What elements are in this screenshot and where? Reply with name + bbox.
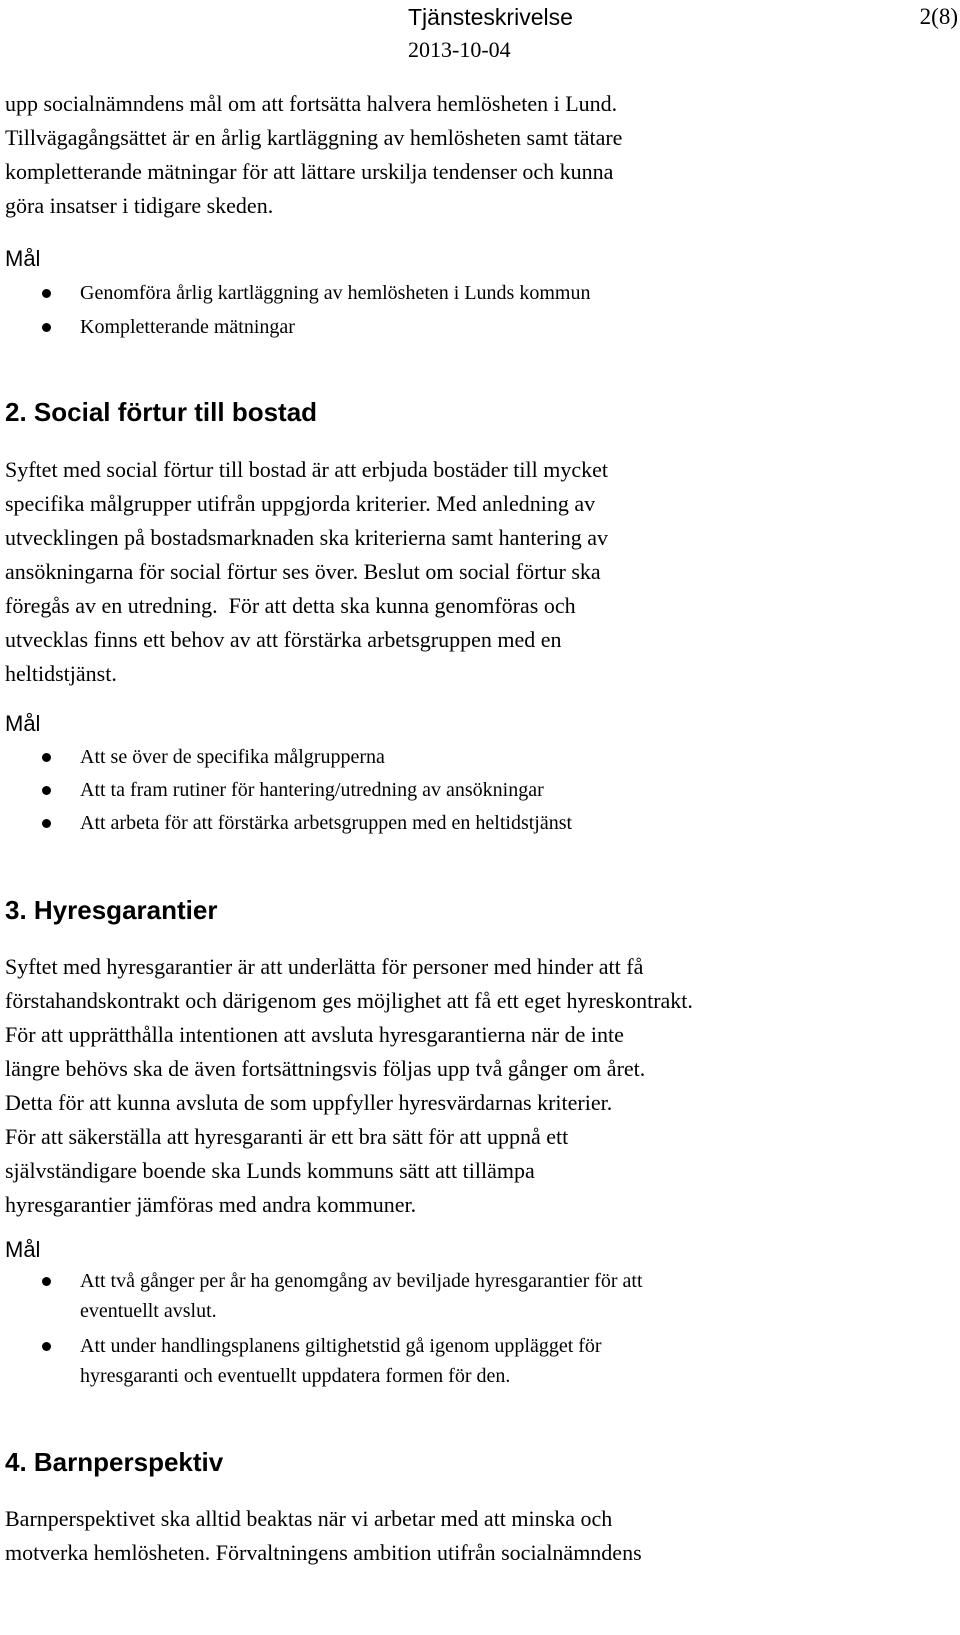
goals-label: Mål xyxy=(5,711,41,736)
list-item-text: Kompletterande mätningar xyxy=(80,316,295,338)
list-item-text: Att två gånger per år ha genomgång av beviljade hyresgarantier för att xyxy=(80,1270,643,1292)
list-item xyxy=(0,741,940,774)
list-item xyxy=(0,1331,940,1391)
text-line: Barnperspektivet ska alltid beaktas när vi arbetar med att minska och xyxy=(5,1506,613,1531)
text-line: självständigare boende ska Lunds kommuns sätt att tillämpa xyxy=(5,1158,535,1183)
page-header xyxy=(0,2,960,72)
list-item-text: eventuellt avslut. xyxy=(80,1300,217,1322)
section-paragraph xyxy=(5,950,955,1222)
text-line: ansökningarna för social förtur ses över. Beslut om social förtur ska xyxy=(5,559,601,584)
goals-list xyxy=(0,1266,940,1396)
text-line: förstahandskontrakt och därigenom ges möjlighet att få ett eget hyreskontrakt. xyxy=(5,988,693,1013)
list-item xyxy=(0,310,940,344)
text-line: För att säkerställa att hyresgaranti är ett bra sätt för att uppnå ett xyxy=(5,1124,569,1149)
text-line: För att upprätthålla intentionen att avsluta hyresgarantierna när de inte xyxy=(5,1022,624,1047)
text-line: Detta för att kunna avsluta de som uppfyller hyresvärdarnas kriterier. xyxy=(5,1090,613,1115)
document-type: Tjänsteskrivelse xyxy=(408,4,573,30)
goals-label: Mål xyxy=(5,1237,41,1262)
text-line: specifika målgrupper utifrån uppgjorda kriterier. Med anledning av xyxy=(5,491,596,516)
text-line: föregås av en utredning. För att detta ska kunna genomföras och xyxy=(5,593,576,618)
list-item-text: Att ta fram rutiner för hantering/utredning av ansökningar xyxy=(80,779,544,801)
list-item xyxy=(0,774,940,807)
text-line: längre behövs ska de även fortsättningsvis följas upp två gånger om året. xyxy=(5,1056,646,1081)
section-heading: 2. Social förtur till bostad xyxy=(5,397,318,427)
page-number: 2(8) xyxy=(919,4,958,29)
text-line: Tillvägagångsättet är en årlig kartläggning av hemlösheten samt tätare xyxy=(5,125,623,150)
bullet-icon xyxy=(42,323,51,332)
text-line: hyresgarantier jämföras med andra kommuner. xyxy=(5,1192,417,1217)
document-date: 2013-10-04 xyxy=(408,37,511,62)
text-line: Syftet med social förtur till bostad är att erbjuda bostäder till mycket xyxy=(5,457,609,482)
goals-list xyxy=(0,276,940,344)
text-line: heltidstjänst. xyxy=(5,661,117,686)
text-line: göra insatser i tidigare skeden. xyxy=(5,193,274,218)
list-item-text: hyresgaranti och eventuellt uppdatera formen för den. xyxy=(80,1365,511,1387)
list-item xyxy=(0,276,940,310)
bullet-icon xyxy=(42,1277,51,1286)
list-item-text: Att se över de specifika målgrupperna xyxy=(80,746,385,768)
goals-label: Mål xyxy=(5,246,41,271)
section-paragraph xyxy=(5,453,955,691)
list-item xyxy=(0,1266,940,1326)
text-line: utvecklas finns ett behov av att förstärka arbetsgruppen med en xyxy=(5,627,562,652)
intro-paragraph xyxy=(5,87,955,223)
text-line: utvecklingen på bostadsmarknaden ska kriterierna samt hantering av xyxy=(5,525,608,550)
bullet-icon xyxy=(42,753,51,762)
list-item xyxy=(0,807,940,840)
bullet-icon xyxy=(42,289,51,298)
list-item-text: Att under handlingsplanens giltighetstid gå igenom upplägget för xyxy=(80,1335,602,1357)
list-item-text: Genomföra årlig kartläggning av hemlösheten i Lunds kommun xyxy=(80,282,591,304)
section-heading: 4. Barnperspektiv xyxy=(5,1447,224,1477)
text-line: Syftet med hyresgarantier är att underlätta för personer med hinder att få xyxy=(5,954,644,979)
goals-list xyxy=(0,741,940,840)
list-item-text: Att arbeta för att förstärka arbetsgruppen med en heltidstjänst xyxy=(80,812,573,834)
text-line: kompletterande mätningar för att lättare urskilja tendenser och kunna xyxy=(5,159,614,184)
section-heading: 3. Hyresgarantier xyxy=(5,895,218,925)
section-paragraph xyxy=(5,1502,955,1570)
bullet-icon xyxy=(42,1342,51,1351)
bullet-icon xyxy=(42,819,51,828)
text-line: motverka hemlösheten. Förvaltningens ambition utifrån socialnämndens xyxy=(5,1540,642,1565)
bullet-icon xyxy=(42,786,51,795)
text-line: upp socialnämndens mål om att fortsätta halvera hemlösheten i Lund. xyxy=(5,91,618,116)
